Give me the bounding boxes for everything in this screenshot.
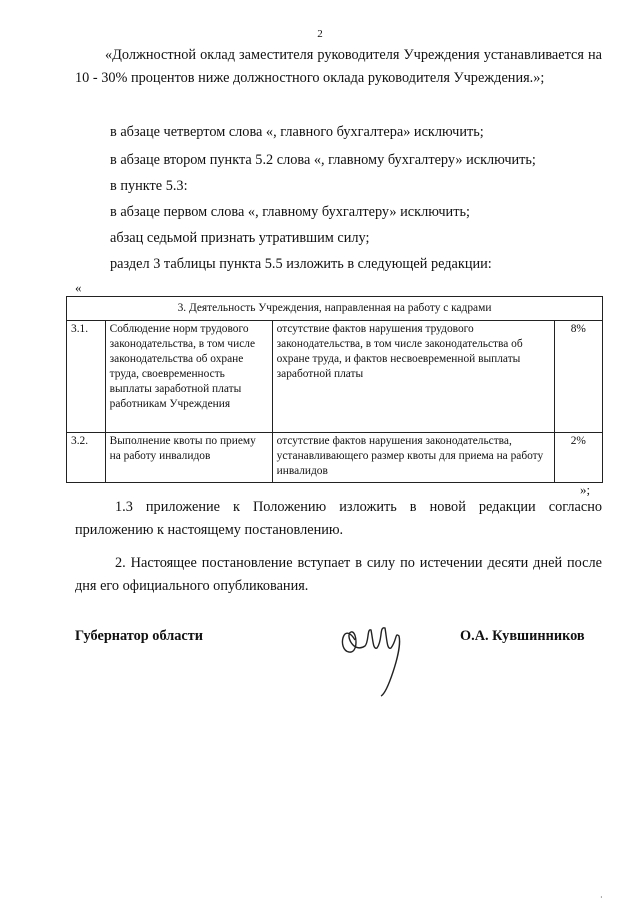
row-number: 3.2. xyxy=(67,433,106,483)
paragraph-effective-date: 2. Настоящее постановление вступает в силу по истечении десяти дней после дня его официального опубликования. xyxy=(75,555,602,594)
handwritten-signature-icon xyxy=(335,610,415,700)
paragraph-deputy-salary: «Должностной оклад заместителя руководителя Учреждения устанавливается на 10 - 30% процентов ниже должностного оклада руководителя Учреждения.»; xyxy=(75,47,602,86)
amendment-line-3: в пункте 5.3: xyxy=(110,178,188,194)
row-indicator: Соблюдение норм трудового законодательства, в том числе законодательства об охране труда, своевременность выплаты заработной платы работникам Учреждения xyxy=(105,321,272,433)
paragraph-appendix: 1.3 приложение к Положению изложить в новой редакции согласно приложению к настоящему постановлению. xyxy=(75,499,602,538)
table-section-header: 3. Деятельность Учреждения, направленная на работу с кадрами xyxy=(67,297,603,321)
closing-quote: »; xyxy=(580,482,591,497)
amendment-line-4: в абзаце первом слова «, главному бухгалтеру» исключить; xyxy=(110,204,470,220)
amendment-line-2: в абзаце втором пункта 5.2 слова «, главному бухгалтеру» исключить; xyxy=(110,152,536,168)
row-percent: 8% xyxy=(554,321,602,433)
criteria-table xyxy=(66,296,603,483)
scan-mark: · xyxy=(600,893,603,902)
amendment-line-5: абзац седьмой признать утратившим силу; xyxy=(110,230,370,246)
table-header-row xyxy=(67,297,603,321)
row-indicator: Выполнение квоты по приему на работу инвалидов xyxy=(105,433,272,483)
row-number: 3.1. xyxy=(67,321,106,433)
amendment-line-6: раздел 3 таблицы пункта 5.5 изложить в следующей редакции: xyxy=(110,256,492,272)
row-criterion: отсутствие фактов нарушения трудового законодательства, в том числе законодательства об охране труда, и фактов несвоевременной выплаты заработной платы xyxy=(272,321,554,433)
row-percent: 2% xyxy=(554,433,602,483)
page-number: 2 xyxy=(317,28,323,40)
row-criterion: отсутствие фактов нарушения законодательства, устанавливающего размер квоты для приема на работу инвалидов xyxy=(272,433,554,483)
opening-quote: « xyxy=(75,280,82,295)
amendment-line-1: в абзаце четвертом слова «, главного бухгалтера» исключить; xyxy=(110,124,484,140)
table-row xyxy=(67,321,603,433)
table-row xyxy=(67,433,603,483)
signatory-name: О.А. Кувшинников xyxy=(460,628,585,644)
signatory-position: Губернатор области xyxy=(75,628,204,644)
